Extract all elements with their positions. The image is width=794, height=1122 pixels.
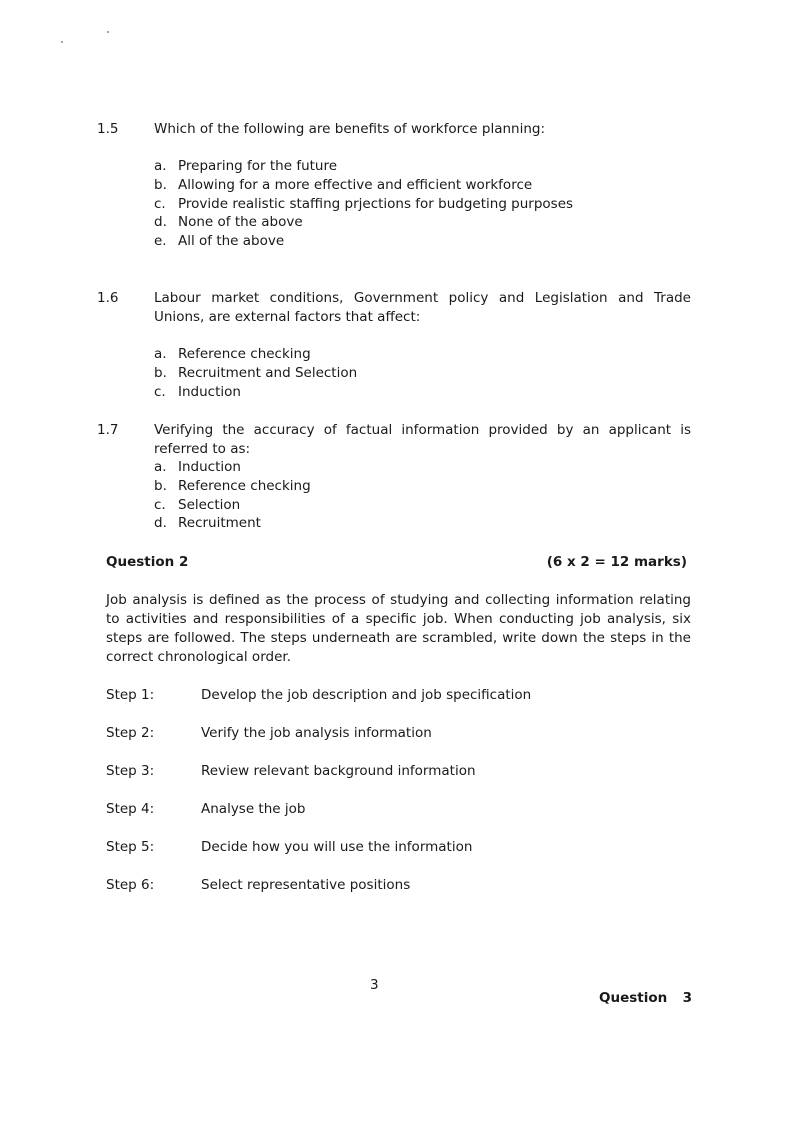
scan-speck: [61, 41, 63, 43]
option-list: [154, 157, 691, 251]
option-letter: c.: [154, 383, 166, 400]
option-item: [154, 176, 691, 195]
step-label: Step 1:: [106, 687, 155, 703]
step-row: [106, 724, 432, 743]
step-row: [106, 800, 305, 819]
next-question-word: Question: [599, 990, 668, 1006]
question-text: Which of the following are benefits of workforce planning:: [154, 121, 546, 137]
option-letter: a.: [154, 158, 167, 174]
option-letter: c.: [154, 195, 166, 212]
option-item: [154, 157, 691, 176]
option-item: [154, 496, 691, 515]
step-text: Analyse the job: [201, 801, 306, 817]
question-2-marks: (6 x 2 = 12 marks): [546, 554, 687, 570]
next-question-number: 3: [682, 990, 692, 1006]
question-text: Labour market conditions, Government policy and Legislation and Trade Unions, are external factors that affect:: [154, 290, 691, 325]
option-text: Reference checking: [178, 477, 311, 494]
option-list: [154, 345, 691, 401]
option-list: [154, 458, 691, 533]
option-letter: e.: [154, 233, 167, 250]
option-item: [154, 364, 691, 383]
question-2-intro: Job analysis is defined as the process of studying and collecting information relating to activities and responsibilities of a specific job. When conducting job analysis, six steps are followed. The steps underneath are scrambled, write down the steps in the correct chronological order.: [106, 592, 691, 665]
option-item: [154, 213, 691, 232]
option-letter: a.: [154, 459, 167, 475]
option-text: Selection: [178, 496, 241, 513]
question-number: 1.6: [97, 290, 119, 306]
question-number: 1.5: [97, 121, 119, 137]
option-text: Allowing for a more effective and efficient workforce: [178, 176, 533, 193]
option-item: [154, 195, 691, 214]
option-item: [154, 232, 691, 251]
option-letter: b.: [154, 477, 167, 494]
step-row: [106, 762, 476, 781]
option-letter: b.: [154, 176, 167, 193]
option-letter: d.: [154, 214, 167, 231]
step-text: Verify the job analysis information: [201, 725, 432, 741]
step-label: Step 4:: [106, 801, 155, 817]
option-text: Reference checking: [178, 346, 311, 362]
option-text: Provide realistic staffing prjections for budgeting purposes: [178, 195, 574, 212]
step-text: Develop the job description and job specification: [201, 687, 532, 703]
question-number: 1.7: [97, 422, 119, 438]
option-text: Induction: [178, 459, 241, 475]
question-2-heading: [106, 553, 687, 572]
option-item: [154, 383, 691, 402]
step-row: [106, 876, 410, 895]
option-item: [154, 477, 691, 496]
step-row: [106, 838, 472, 857]
option-item: [154, 458, 691, 477]
option-text: All of the above: [178, 233, 285, 250]
step-text: Decide how you will use the information: [201, 839, 473, 855]
step-text: Select representative positions: [201, 877, 411, 893]
question-2-title: Question 2: [106, 554, 189, 570]
option-text: Induction: [178, 383, 241, 400]
option-text: Recruitment and Selection: [178, 364, 358, 381]
step-label: Step 3:: [106, 763, 155, 779]
option-text: Recruitment: [178, 515, 261, 532]
next-question-heading: [599, 989, 692, 1008]
option-item: [154, 514, 691, 533]
option-text: None of the above: [178, 214, 303, 231]
option-letter: d.: [154, 515, 167, 532]
step-row: [106, 686, 531, 705]
page-number: 3: [370, 977, 379, 993]
step-label: Step 5:: [106, 839, 155, 855]
scan-speck: [107, 31, 109, 33]
option-item: [154, 345, 691, 364]
option-letter: a.: [154, 346, 167, 362]
option-text: Preparing for the future: [178, 158, 338, 174]
step-text: Review relevant background information: [201, 763, 476, 779]
step-label: Step 6:: [106, 877, 155, 893]
question-text: Verifying the accuracy of factual information provided by an applicant is referred to as:: [154, 422, 691, 457]
step-label: Step 2:: [106, 725, 155, 741]
option-letter: b.: [154, 364, 167, 381]
option-letter: c.: [154, 496, 166, 513]
